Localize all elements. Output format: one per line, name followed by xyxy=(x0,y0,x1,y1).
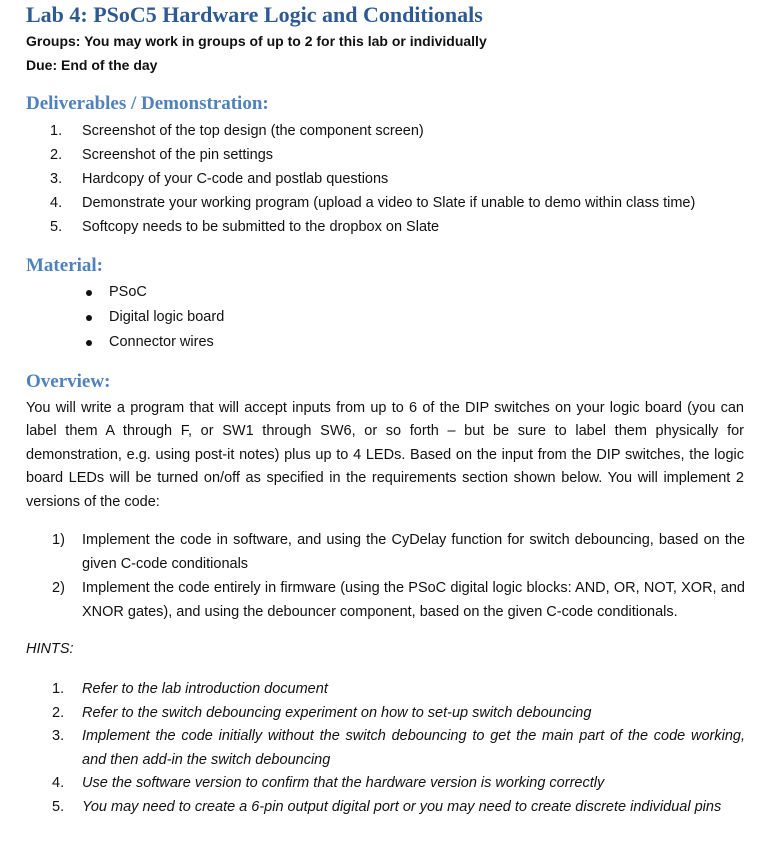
list-text: You may need to create a 6-pin output digital port or you may need to create discrete individual pins xyxy=(82,798,722,815)
overview-heading: Overview: xyxy=(26,371,111,392)
list-item xyxy=(78,330,224,355)
list-item xyxy=(50,119,750,143)
list-number: 1. xyxy=(50,123,63,139)
list-item xyxy=(50,167,750,191)
list-number: 5. xyxy=(50,219,63,235)
list-item xyxy=(50,143,750,167)
list-item xyxy=(52,772,745,796)
list-text: Demonstrate your working program (upload a video to Slate if unable to demo within class time) xyxy=(82,195,696,211)
list-item xyxy=(50,215,750,239)
list-item xyxy=(52,577,745,624)
versions-list xyxy=(52,529,745,624)
list-number: 2) xyxy=(52,580,65,596)
list-text: Refer to the lab introduction document xyxy=(82,681,328,697)
list-item xyxy=(52,529,745,576)
list-number: 4. xyxy=(52,775,65,791)
list-text: Digital logic board xyxy=(109,309,225,325)
list-number: 1. xyxy=(52,681,65,697)
hints-label: HINTS: xyxy=(26,641,74,657)
bullet-icon xyxy=(86,290,92,296)
list-text: Screenshot of the top design (the component screen) xyxy=(82,123,424,139)
list-item xyxy=(52,702,745,726)
list-number: 5. xyxy=(52,798,65,815)
list-number: 2. xyxy=(52,704,65,721)
list-text: Connector wires xyxy=(109,334,214,350)
list-number: 3. xyxy=(50,171,63,187)
page-title: Lab 4: PSoC5 Hardware Logic and Conditionals xyxy=(26,2,483,27)
list-text: Use the software version to confirm that the hardware version is working correctly xyxy=(82,775,605,791)
list-item xyxy=(52,796,745,820)
due-line: Due: End of the day xyxy=(26,57,158,73)
deliverables-list xyxy=(50,119,750,239)
list-number: 2. xyxy=(50,147,63,163)
material-list xyxy=(78,280,224,355)
list-number: 1) xyxy=(52,532,65,548)
list-item xyxy=(50,191,750,215)
overview-paragraph: You will write a program that will accept inputs from up to 6 of the DIP switches on your logic board (you can label them A through F, or SW1 through SW6, or so forth – but be sure to label them physically for demonstration, e.g. using post-it notes) plus up to 4 LEDs. Based on the input from the DIP switches, the logic board LEDs will be turned on/off as specified in the requirements section shown below. You will implement 2 versions of the code: xyxy=(26,400,744,510)
bullet-icon xyxy=(86,315,92,321)
list-text: Hardcopy of your C-code and postlab questions xyxy=(82,171,389,187)
list-text: Refer to the switch debouncing experiment on how to set-up switch debouncing xyxy=(82,704,592,721)
list-number: 4. xyxy=(50,195,63,211)
list-text: Implement the code in software, and using the CyDelay function for switch debouncing, based on the given C-code conditionals xyxy=(82,532,745,572)
hints-list xyxy=(52,678,745,819)
deliverables-heading: Deliverables / Demonstration: xyxy=(26,93,269,114)
groups-line: Groups: You may work in groups of up to 2 for this lab or individually xyxy=(26,33,487,49)
list-text: Implement the code initially without the switch debouncing to get the main part of the code working, and then add-in the switch debouncing xyxy=(82,728,745,768)
list-item xyxy=(52,725,745,772)
list-item xyxy=(78,280,224,305)
material-heading: Material: xyxy=(26,255,104,276)
list-text: Softcopy needs to be submitted to the dropbox on Slate xyxy=(82,219,440,235)
list-text: PSoC xyxy=(109,284,147,300)
list-text: Screenshot of the pin settings xyxy=(82,147,274,163)
list-item xyxy=(52,678,745,702)
bullet-icon xyxy=(86,340,92,346)
list-text: Implement the code entirely in firmware (using the PSoC digital logic blocks: AND, OR, NOT, XOR, and XNOR gates), and using the debouncer component, based on the given C-code conditionals. xyxy=(82,580,745,620)
list-number: 3. xyxy=(52,728,65,744)
list-item xyxy=(78,305,224,330)
